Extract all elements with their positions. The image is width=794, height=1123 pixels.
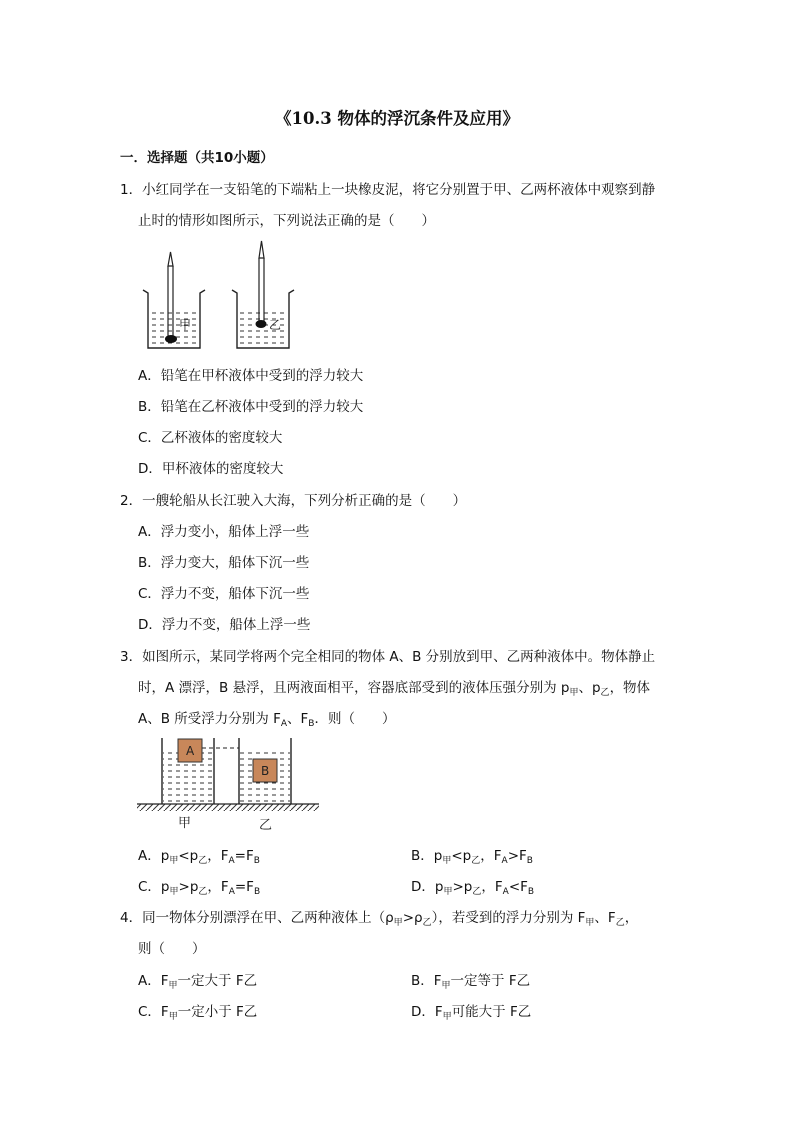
- q1-stem-line1: 1．小红同学在一支铅笔的下端粘上一块橡皮泥，将它分别置于甲、乙两杯液体中观察到静: [120, 182, 656, 198]
- q3-option-c[interactable]: C．$p_甲>p_乙$，$F_A=F_B$: [138, 879, 261, 897]
- beaker-right: [232, 241, 294, 348]
- q3-stem-line2: 时，A 漂浮，B 悬浮，且两液面相平，容器底部受到的液体压强分别为 $p_甲$、$p_乙$，物体: [138, 680, 651, 698]
- q1-option-d[interactable]: D．甲杯液体的密度较大: [138, 461, 284, 477]
- q1-figure: [135, 238, 305, 356]
- beaker-left: [143, 252, 205, 348]
- fig-label-jia: 甲: [179, 318, 192, 332]
- clay-blob-right: [256, 320, 267, 328]
- q2-option-c[interactable]: C．浮力不变，船体下沉一些: [138, 586, 310, 602]
- fig-label-yi: 乙: [259, 818, 273, 832]
- q1-option-a[interactable]: A．铅笔在甲杯液体中受到的浮力较大: [138, 368, 364, 384]
- q3-figure: [135, 732, 325, 832]
- q3-stem-line1: 3．如图所示，某同学将两个完全相同的物体 A、B 分别放到甲、乙两种液体中。物体静止: [120, 649, 656, 665]
- fig-label-yi: 乙: [269, 318, 282, 332]
- q4-stem-line1: 4．同一物体分别漂浮在甲、乙两种液体上$(\rho_甲>\rho_乙)$，若受到的浮力分别为 $F_甲$、$F_乙$，: [120, 910, 639, 928]
- q2-option-d[interactable]: D．浮力不变，船体上浮一些: [138, 617, 311, 633]
- block-a-label: A: [186, 744, 195, 758]
- block-b-label: B: [261, 764, 270, 778]
- q4-option-c[interactable]: C．$F_甲$一定小于 F乙: [138, 1004, 258, 1022]
- q4-option-a[interactable]: A．$F_甲$一定大于 F乙: [138, 973, 258, 991]
- section-heading: 一．选择题（共10小题）: [120, 150, 274, 166]
- q4-stem-line2: 则（ ）: [138, 941, 206, 957]
- container-yi: [239, 738, 291, 804]
- q4-option-d[interactable]: D．$F_甲$可能大于 F乙: [411, 1004, 532, 1022]
- q2-option-a[interactable]: A．浮力变小，船体上浮一些: [138, 524, 310, 540]
- q1-option-b[interactable]: B．铅笔在乙杯液体中受到的浮力较大: [138, 399, 364, 415]
- q3-stem-line3: A、B 所受浮力分别为 $F_A$、$F_B$．则（ ）: [138, 711, 396, 729]
- q3-option-b[interactable]: B．$p_甲<p_乙$，$F_A>F_B$: [411, 848, 533, 866]
- q1-option-c[interactable]: C．乙杯液体的密度较大: [138, 430, 283, 446]
- q3-option-a[interactable]: A．$p_甲<p_乙$，$F_A=F_B$: [138, 848, 260, 866]
- q3-option-d[interactable]: D．$p_甲>p_乙$，$F_A<F_B$: [411, 879, 535, 897]
- page-title: 《10.3 物体的浮沉条件及应用》: [275, 109, 519, 128]
- ground-hatch: [137, 804, 319, 811]
- container-jia: [162, 738, 214, 804]
- q2-stem: 2．一艘轮船从长江驶入大海，下列分析正确的是（ ）: [120, 493, 467, 509]
- clay-blob-left: [165, 335, 177, 343]
- q2-option-b[interactable]: B．浮力变大，船体下沉一些: [138, 555, 310, 571]
- q4-option-b[interactable]: B．$F_甲$一定等于 F乙: [411, 973, 531, 991]
- q1-stem-line2: 止时的情形如图所示，下列说法正确的是（ ）: [138, 213, 435, 229]
- fig-label-jia: 甲: [178, 816, 192, 831]
